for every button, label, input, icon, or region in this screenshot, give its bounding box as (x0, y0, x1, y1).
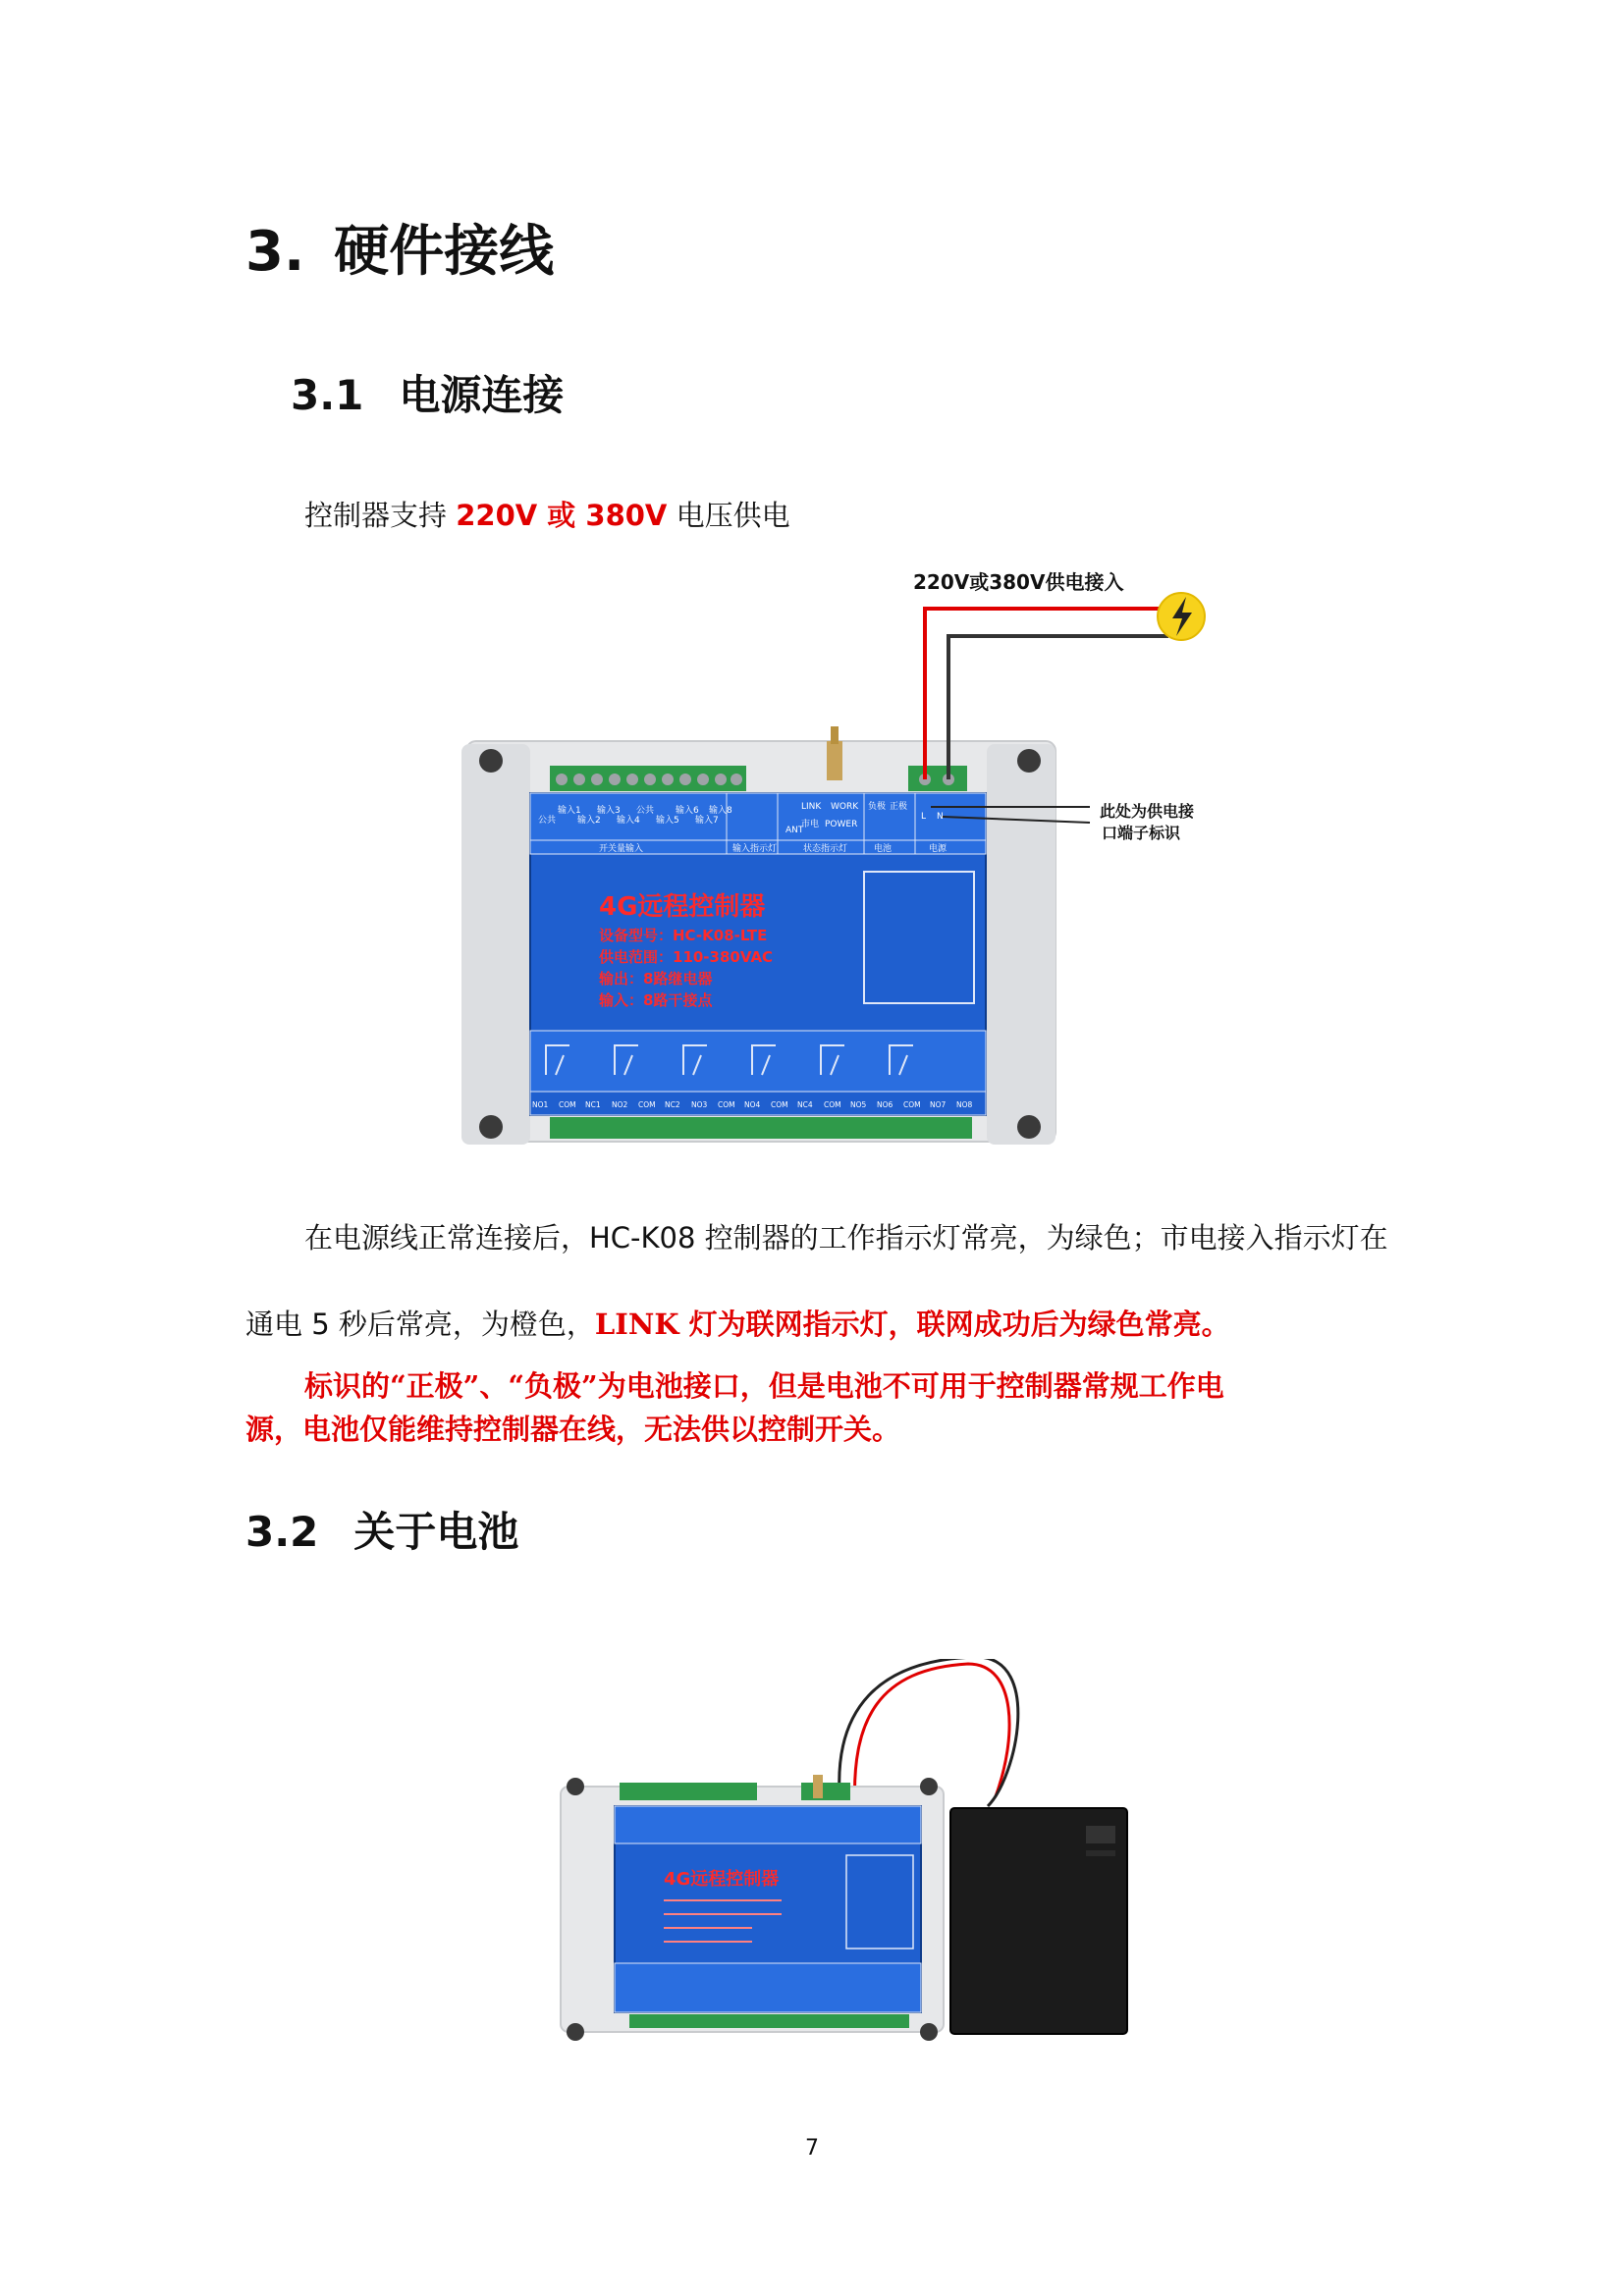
svg-text:NO8: NO8 (956, 1100, 973, 1109)
figure-power-wiring (461, 560, 1227, 1178)
svg-text:POWER: POWER (825, 820, 858, 829)
svg-text:WORK: WORK (831, 802, 859, 812)
svg-text:NO3: NO3 (691, 1100, 708, 1109)
svg-text:输入：8路干接点: 输入：8路干接点 (599, 991, 713, 1009)
intro-text-suffix: 电压供电 (667, 499, 790, 532)
antenna-connector (827, 741, 842, 780)
svg-text:输入4: 输入4 (617, 816, 640, 826)
svg-text:COM: COM (824, 1100, 841, 1109)
callout-terminal-label-1: 此处为供电接 (1100, 802, 1195, 821)
subsection-heading-1 (291, 363, 564, 422)
subsection-number: 3.1 (291, 371, 364, 419)
subsection-number: 3.2 (245, 1508, 319, 1556)
small-terminal-top (620, 1783, 757, 1800)
mount-hole-icon (920, 1778, 938, 1795)
battery-vent (1086, 1850, 1115, 1856)
svg-text:公共: 公共 (538, 816, 557, 826)
mount-hole-icon (479, 1115, 503, 1139)
svg-text:输入7: 输入7 (695, 816, 719, 826)
small-top-label-row (615, 1806, 921, 1843)
subsection-title: 电源连接 (399, 371, 565, 419)
svg-text:L: L (921, 812, 927, 822)
status-text-normal: 通电 5 秒后常亮，为橙色， (245, 1308, 595, 1341)
svg-text:负极: 负极 (868, 802, 887, 812)
svg-text:输入指示灯: 输入指示灯 (732, 844, 778, 854)
svg-text:NO1: NO1 (532, 1100, 549, 1109)
svg-text:输入5: 输入5 (656, 816, 679, 826)
small-terminal-bottom (629, 2014, 909, 2028)
svg-text:COM: COM (718, 1100, 735, 1109)
intro-text: 控制器支持 (304, 499, 457, 532)
callout-power-input: 220V或380V供电接入 (913, 570, 1124, 594)
bottom-labels (532, 1100, 973, 1109)
device-title: 4G远程控制器 (599, 892, 766, 922)
mount-hole-icon (567, 2023, 584, 2041)
svg-text:电源: 电源 (929, 844, 947, 854)
status-text-link-note: LINK 灯为联网指示灯，联网成功后为绿色常亮。 (594, 1308, 1230, 1341)
svg-text:NO6: NO6 (877, 1100, 893, 1109)
svg-text:ANT: ANT (785, 826, 804, 835)
subsection-heading-2 (245, 1500, 518, 1559)
svg-text:输出：8路继电器: 输出：8路继电器 (599, 970, 713, 988)
svg-text:正极: 正极 (890, 802, 908, 812)
svg-text:COM: COM (638, 1100, 656, 1109)
mount-hole-icon (920, 2023, 938, 2041)
subsection-title: 关于电池 (353, 1508, 519, 1556)
small-device-title: 4G远程控制器 (664, 1869, 780, 1890)
callout-terminal-label-2: 口端子标识 (1102, 824, 1181, 842)
section-heading (245, 208, 554, 287)
intro-voltage-highlight: 220V 或 380V (456, 499, 668, 532)
paragraph-status-line2 (245, 1303, 1230, 1343)
paragraph-status-line1: 在电源线正常连接后，HC-K08 控制器的工作指示灯常亮，为绿色；市电接入指示灯在 (304, 1221, 1388, 1255)
mount-hole-icon (479, 749, 503, 773)
svg-text:输入3: 输入3 (597, 806, 621, 816)
small-antenna (813, 1775, 823, 1798)
svg-text:NC4: NC4 (797, 1100, 813, 1109)
svg-text:NO4: NO4 (744, 1100, 761, 1109)
svg-text:NO5: NO5 (850, 1100, 867, 1109)
svg-text:NO7: NO7 (930, 1100, 947, 1109)
svg-text:输入2: 输入2 (577, 816, 601, 826)
svg-text:COM: COM (771, 1100, 788, 1109)
figure-battery (556, 1659, 1135, 2042)
small-relay-row (615, 1963, 921, 2012)
svg-text:电池: 电池 (874, 844, 893, 854)
terminal-block-bottom (550, 1117, 972, 1139)
svg-text:NO2: NO2 (612, 1100, 628, 1109)
small-terminal-power (801, 1783, 850, 1800)
mount-hole-icon (1017, 1115, 1041, 1139)
battery-warning-line2: 源，电池仅能维持控制器在线，无法供以控制开关。 (245, 1413, 901, 1446)
svg-text:开关量输入: 开关量输入 (599, 844, 644, 854)
svg-text:输入8: 输入8 (709, 806, 732, 816)
svg-text:设备型号：HC-K08-LTE: 设备型号：HC-K08-LTE (599, 927, 768, 944)
svg-text:市电: 市电 (801, 820, 820, 829)
svg-text:状态指示灯: 状态指示灯 (803, 844, 848, 854)
battery-warning-line1: 标识的“正极”、“负极”为电池接口，但是电池不可用于控制器常规工作电 (304, 1369, 1224, 1403)
svg-text:供电范围：110-380VAC: 供电范围：110-380VAC (599, 948, 774, 966)
housing-right-wing (987, 744, 1056, 1145)
section-title: 硬件接线 (334, 220, 555, 284)
section-number: 3. (245, 220, 305, 284)
svg-text:LINK: LINK (801, 802, 822, 812)
mount-hole-icon (567, 1778, 584, 1795)
intro-paragraph (304, 494, 790, 534)
svg-text:N: N (937, 812, 944, 822)
housing-left-wing (461, 744, 530, 1145)
svg-text:NC2: NC2 (665, 1100, 680, 1109)
relay-symbol-row (530, 1031, 986, 1092)
svg-text:输入1: 输入1 (558, 806, 581, 816)
battery-switch (1086, 1826, 1115, 1843)
svg-text:公共: 公共 (636, 806, 655, 816)
svg-text:COM: COM (903, 1100, 921, 1109)
svg-text:COM: COM (559, 1100, 576, 1109)
antenna-tip (831, 726, 839, 744)
svg-text:NC1: NC1 (585, 1100, 601, 1109)
page-number: 7 (805, 2136, 819, 2161)
svg-text:输入6: 输入6 (676, 806, 699, 816)
terminal-block-power (908, 766, 967, 791)
mount-hole-icon (1017, 749, 1041, 773)
